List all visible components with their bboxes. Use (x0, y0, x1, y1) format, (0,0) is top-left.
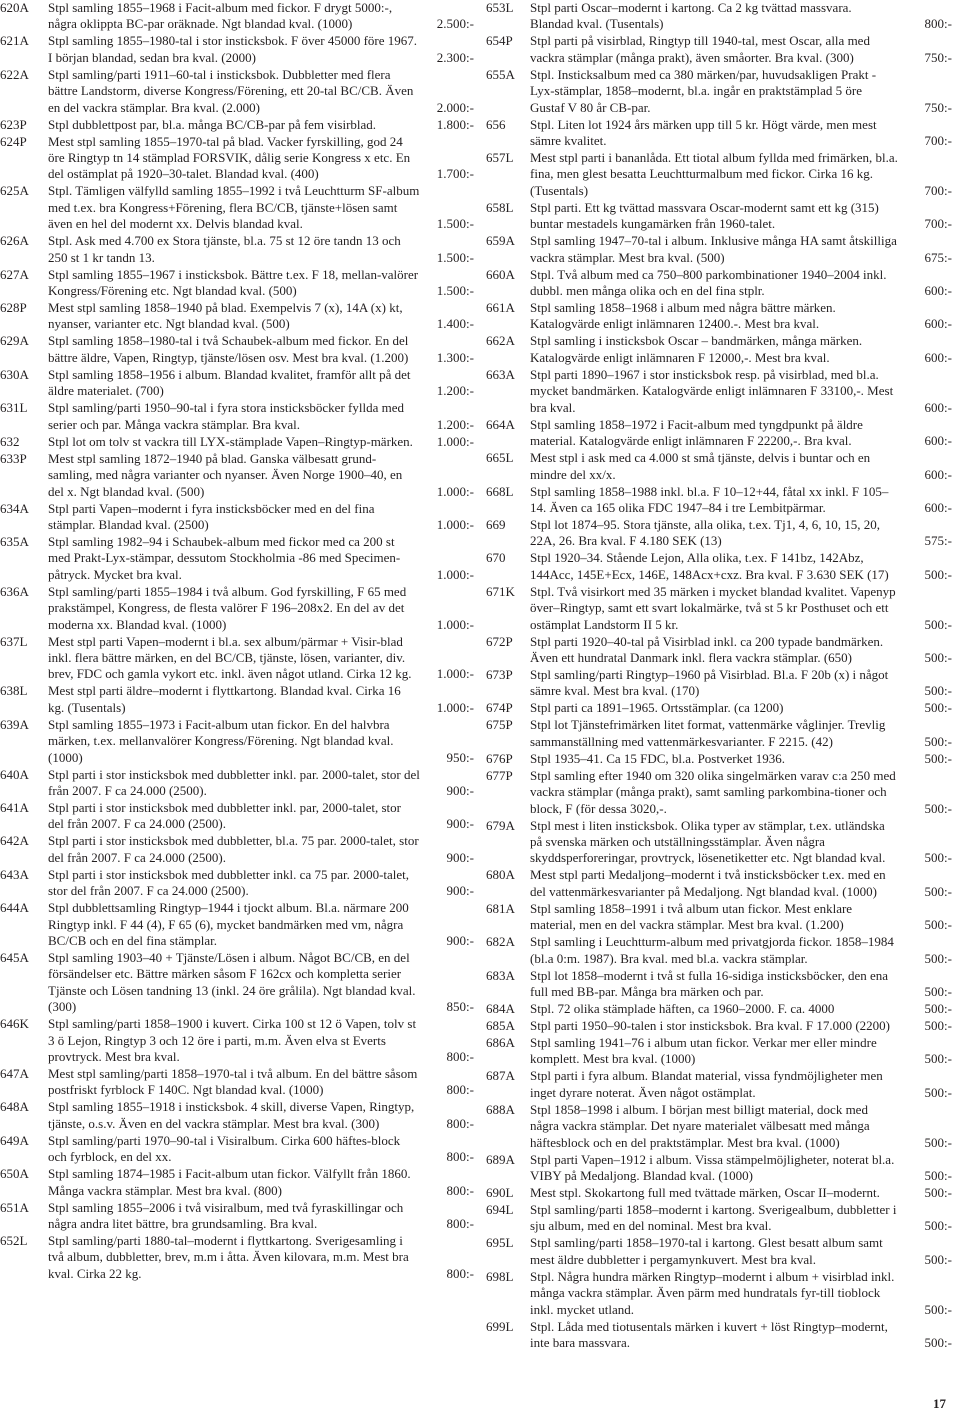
lot-description: Stpl parti i stor insticksbok med dubbletter inkl. par. 2000-talet, stor del från 2007. F ca 24.000 (2500). (48, 766, 420, 798)
lot-price: 2.500:- (436, 16, 474, 32)
lot-description: Stpl. Två album med ca 750–800 parkombinationer 1940–2004 inkl. dubbl. men många olika och en del fina stplr. (530, 266, 887, 299)
lot-description: Stpl. Två visirkort med 35 märken i mycket blandad kvalitet. Vapenyp över–Ringtyp, samt ett svart lokalmärke, två st 5 kr Posthuset och ett ostämplat Landstorm II 5 kr. (530, 583, 896, 632)
lot-number: 626A (0, 233, 29, 249)
lot-entry (0, 534, 474, 583)
lot-number: 622A (0, 66, 29, 82)
lot-number: 676P (486, 750, 513, 766)
lot-entry (486, 1035, 952, 1068)
lot-description: Stpl samling 1858–1972 i Facit-album med tyngdpunkt på äldre material. Katalogvärde enligt inlämnaren F 22200,-. Bra kval. (530, 416, 863, 449)
lot-price: 1.000:- (436, 566, 474, 582)
lot-entry (0, 584, 474, 633)
lot-number: 699L (486, 1318, 514, 1334)
lot-description: Stpl dubblettsamling Ringtyp–1944 i tjockt album. Bl.a. närmare 200 Ringtyp inkl. F 44 (4), F 65 (6), mycket bandmärken med vm, några BC/CB och en del fina stämplar. (48, 900, 409, 948)
lot-description: Stpl parti i stor insticksbok med dubbletter, bl.a. 75 par. 2000-talet, stor del från 2007. F ca 24.000 (2500). (48, 833, 419, 865)
lot-description: Mest stpl parti Medaljong–modernt i två insticksböcker t.ex. med en del vattenmärkesvarianter på Medaljong. Ngt blandad kval. (1000) (530, 867, 886, 899)
lot-entry (486, 450, 952, 483)
lot-number: 651A (0, 1199, 29, 1215)
lot-number: 625A (0, 183, 29, 199)
lot-number: 650A (0, 1166, 29, 1182)
lot-entry (0, 1200, 474, 1233)
lot-entry (0, 67, 474, 116)
lot-price: 500:- (924, 566, 952, 582)
lot-entry (486, 901, 952, 934)
lot-entry (0, 333, 474, 366)
lot-number: 698L (486, 1268, 514, 1284)
lot-entry (486, 517, 952, 550)
lot-price: 500:- (924, 1218, 952, 1234)
lot-entry (486, 751, 952, 767)
lot-entry (0, 267, 474, 300)
lot-price: 500:- (924, 700, 952, 716)
lot-price: 1.200:- (436, 383, 474, 399)
lot-number: 664A (486, 416, 515, 432)
lot-number: 638L (0, 683, 28, 699)
lot-price: 500:- (924, 1084, 952, 1100)
lot-number: 646K (0, 1016, 29, 1032)
lot-price: 500:- (924, 649, 952, 665)
lot-entry (486, 700, 952, 716)
lot-entry (486, 1152, 952, 1185)
lot-number: 673P (486, 666, 513, 682)
lot-number: 648A (0, 1099, 29, 1115)
lot-description: Stpl samling 1947–70-tal i album. Inklusive många HA samt åtskilliga vackra stämplar. Mest bra kval. (500) (530, 233, 897, 265)
lot-number: 640A (0, 766, 29, 782)
lot-description: Mest stpl parti äldre–modernt i flyttkartong. Blandad kval. Cirka 16 kg. (Tusentals) (48, 683, 401, 715)
lot-description: Mest stpl parti i bananlåda. Ett tiotal album fyllda med frimärken, bl.a. fina, men glest besatta Leuchtturmalbum med fickor. Cirka 16 kg. (Tusentals) (530, 150, 898, 198)
lot-entry (0, 1133, 474, 1166)
lot-price: 600:- (924, 399, 952, 415)
lot-entry (486, 233, 952, 266)
lot-description: Stpl samling 1855–1968 i Facit-album med fickor. F drygt 5000:-, några oklippta BC-par oräknade. Ngt blandad kval. (1000) (48, 0, 393, 32)
lot-entry (0, 233, 474, 266)
lot-description: Mest stpl i ask med ca 4.000 st små tjänste, delvis i buntar och en mindre del xx/x. (530, 450, 871, 482)
lot-entry (486, 867, 952, 900)
lot-description: Stpl. 72 olika stämplade häften, ca 1960–2000. F. ca. 4000 (530, 1001, 835, 1016)
lot-description: Stpl samling 1858–1991 i två album utan fickor. Mest enklare material, men en del vackra stämplar. Mest bra kval. (1.200) (530, 900, 853, 933)
lot-number: 688A (486, 1101, 515, 1117)
lot-price: 1.800:- (436, 116, 474, 132)
lot-description: Mest stpl. Skokartong full med tvättade märken, Oscar II–modernt. (530, 1185, 880, 1201)
lot-entry (0, 1016, 474, 1065)
lot-number: 674P (486, 700, 513, 716)
lot-description: Stpl samling 1855–2006 i två visiralbum, med två fyraskillingar och några andra litet bättre, bra grundsamling. Bra kval. (48, 1199, 404, 1232)
lot-number: 620A (0, 0, 29, 15)
lot-entry (486, 1018, 952, 1034)
lot-number: 623P (0, 116, 27, 132)
lot-description: Stpl samling i Leuchtturm-album med privatgjorda fickor. 1858–1984 (bl.a 0:m. 1987). Bra kval. med bl.a. vackra stämplar. (530, 934, 894, 966)
lot-description: Stpl samling 1855–1973 i Facit-album utan fickor. En del halvbra märken, t.ex. mellanvalörer Kongress/Förening. Ngt blandad kval. (1000) (48, 716, 394, 765)
lot-number: 658L (486, 199, 514, 215)
lot-entry (0, 634, 474, 683)
lot-price: 1.000:- (436, 616, 474, 632)
left-column (0, 0, 474, 1283)
lot-entry (0, 33, 474, 66)
lot-entry (486, 300, 952, 333)
lot-entry (0, 1066, 474, 1099)
lot-number: 660A (486, 266, 515, 282)
lot-entry (486, 367, 952, 416)
lot-price: 700:- (924, 216, 952, 232)
lot-price: 900:- (446, 816, 474, 832)
lot-entry (0, 833, 474, 866)
lot-entry (486, 1068, 952, 1101)
lot-number: 686A (486, 1035, 515, 1050)
lot-entry (0, 134, 474, 183)
lot-description: Stpl parti 1920–40-tal på Visirblad inkl. ca 200 typade bandmärken. Även ett hundratal Danmark inkl. flera vackra stämplar. (650) (530, 633, 884, 665)
lot-entry (0, 717, 474, 766)
lot-price: 1.300:- (436, 349, 474, 365)
lot-description: Stpl samling 1982–94 i Schaubek-album med fickor med ca 200 st med Prakt-Lyx-stämpar, dessutom Stockholmia -86 med Specimen-påtryck. Mycket bra kval. (48, 533, 401, 582)
lot-price: 800:- (446, 1216, 474, 1232)
lot-number: 630A (0, 366, 29, 382)
lot-price: 500:- (924, 733, 952, 749)
lot-price: 500:- (924, 1251, 952, 1267)
lot-price: 600:- (924, 283, 952, 299)
lot-number: 637L (0, 633, 28, 649)
lot-description: Mest stpl parti Vapen–modernt i bl.a. sex album/pärmar + Visir-blad inkl. flera bättre märken, en del BC/CB, tjänste, lösen, varianter, div. brev, FDC och gamla vykort etc. inkl. även något utland. Cirka 12 kg. (48, 633, 412, 682)
lot-price: 675:- (924, 249, 952, 265)
lot-price: 750:- (924, 49, 952, 65)
lot-entry (0, 434, 474, 450)
lot-description: Stpl 1858–1998 i album. I början mest billigt material, dock med några vackra stämplar. Det nyare materialet välbesatt med många häftesblock och en del praktstämplar. Mest bra kval. (1000) (530, 1101, 870, 1150)
lot-entry (486, 1319, 952, 1352)
lot-number: 672P (486, 633, 513, 649)
lot-price: 700:- (924, 182, 952, 198)
lot-price: 800:- (446, 1115, 474, 1131)
lot-price: 500:- (924, 1001, 952, 1016)
lot-number: 631L (0, 400, 28, 416)
lot-description: Stpl. Ask med 4.700 ex Stora tjänste, bl.a. 75 st 12 öre tandn 13 och 250 st 1 kr tandn 13. (48, 233, 401, 265)
lot-entry (486, 33, 952, 66)
lot-price: 600:- (924, 316, 952, 332)
lot-description: Stpl samling/parti 1970–90-tal i Visiralbum. Cirka 600 häftes-block och fyrblock, en del xx. (48, 1132, 401, 1165)
lot-description: Stpl lot 1874–95. Stora tjänste, alla olika, t.ex. Tj1, 4, 6, 10, 15, 20, 22A, 26. Bra kval. F 4.180 SEK (13) (530, 516, 881, 549)
lot-price: 1.000:- (436, 483, 474, 499)
right-column (486, 0, 952, 1352)
lot-description: Stpl mest i liten insticksbok. Olika typer av stämplar, t.ex. utländska på svenska märken och utställningsstämplar. Även några skyddsperforeringar, provtryck, lösenetiketter etc. Ngt blandad kval. (530, 817, 886, 866)
lot-entry (0, 1099, 474, 1132)
lot-description: Stpl parti. Ett kg tvättad massvara Oscar-modernt samt ett kg (315) buntar mestadels kungamärken från 1960-talet. (530, 199, 879, 232)
lot-description: Stpl samling/parti 1880-tal–modernt i flyttkartong. Sverigesamling i två album, dubbletter, brev, m.m i åtta. Även kilovara, m.m. Mest bra kval. Cirka 22 kg. (48, 1233, 409, 1281)
lot-entry (486, 584, 952, 633)
lot-price: 500:- (924, 1301, 952, 1317)
lot-number: 694L (486, 1202, 514, 1218)
lot-description: Stpl samling/parti 1858–1900 i kuvert. Cirka 100 st 12 ö Vapen, tolv st 3 ö Lejon, Ringtyp 3 och 12 öre i parti, m.m. Även elva st Everts provtryck. Mest bra kval. (48, 1016, 417, 1065)
lot-description: Stpl parti i stor insticksbok med dubbletter inkl. ca 75 par. 2000-talet, stor del från 2007. F ca 24.000 (2500). (48, 866, 410, 899)
lot-number: 670 (486, 550, 506, 566)
lot-price: 500:- (924, 1185, 952, 1201)
lot-price: 1.000:- (436, 699, 474, 715)
lot-number: 644A (0, 900, 29, 916)
lot-number: 656 (486, 116, 506, 132)
lot-price: 500:- (924, 883, 952, 899)
lot-entry (486, 550, 952, 583)
lot-number: 628P (0, 300, 27, 316)
lot-price: 1.700:- (436, 166, 474, 182)
lot-entry (486, 0, 952, 33)
lot-number: 647A (0, 1066, 29, 1082)
lot-price: 500:- (924, 1134, 952, 1150)
lot-price: 2.300:- (436, 49, 474, 65)
lot-description: Stpl samling 1874–1985 i Facit-album utan fickor. Välfyllt från 1860. Många vackra stämplar. Mest bra kval. (800) (48, 1166, 411, 1198)
lot-entry (486, 67, 952, 116)
lot-entry (0, 501, 474, 534)
lot-description: Stpl lot om tolv st vackra till LYX-stämplade Vapen–Ringtyp-märken. (48, 433, 413, 449)
lot-entry (486, 1269, 952, 1318)
lot-number: 684A (486, 1001, 515, 1016)
lot-price: 575:- (924, 533, 952, 549)
lot-price: 2.000:- (436, 99, 474, 115)
lot-price: 1.200:- (436, 416, 474, 432)
lot-number: 679A (486, 817, 515, 833)
lot-price: 900:- (446, 933, 474, 948)
lot-number: 621A (0, 33, 29, 49)
lot-entry (486, 417, 952, 450)
lot-description: Stpl parti Vapen–1912 i album. Vissa stämpelmöjligheter, noterat bl.a. VIBY på Medaljong. Blandad kval. (1000) (530, 1151, 895, 1184)
lot-description: Stpl samling/parti 1858–1970-tal i kartong. Glest besatt album samt mest äldre dubbletter i pergamynkuvert. Mest bra kval. (530, 1235, 883, 1267)
lot-description: Stpl parti ca 1891–1965. Ortsstämplar. (ca 1200) (530, 700, 784, 716)
lot-number: 680A (486, 867, 515, 883)
lot-description: Stpl samling/parti 1911–60-tal i insticksbok. Dubbletter med flera bättre Landstorm, diverse Kongress/Förening, ett 20-tal BC/CB. Även en del vackra stämplar. Bra kval. (2.000) (48, 66, 414, 115)
lot-number: 645A (0, 950, 29, 965)
lot-description: Stpl parti i fyra album. Blandat material, vissa fyndmöjligheter men inget dyrare noterat. Även något ostämplat. (530, 1068, 883, 1100)
lot-price: 600:- (924, 499, 952, 515)
lot-description: Stpl samling 1941–76 i album utan fickor. Verkar mer eller mindre komplett. Mest bra kval. (1000) (530, 1035, 877, 1067)
lot-price: 1.400:- (436, 316, 474, 332)
lot-price: 800:- (446, 1182, 474, 1198)
lot-number: 685A (486, 1018, 515, 1033)
lot-price: 1.500:- (436, 283, 474, 299)
lot-number: 681A (486, 900, 515, 916)
lot-number: 655A (486, 66, 515, 82)
lot-entry (0, 767, 474, 800)
lot-entry (486, 1202, 952, 1235)
lot-entry (486, 1001, 952, 1017)
lot-price: 700:- (924, 133, 952, 149)
lot-description: Stpl samling 1858–1988 inkl. bl.a. F 10–12+44, fåtal xx inkl. F 105–14. Även ca 165 olika FDC 1947–84 i tre Lembitpärmar. (530, 483, 889, 515)
lot-entry (0, 1166, 474, 1199)
lot-number: 687A (486, 1068, 515, 1084)
lot-number: 642A (0, 833, 29, 849)
lot-price: 800:- (446, 1049, 474, 1065)
lot-description: Stpl. Insticksalbum med ca 380 märken/par, huvudsakligen Prakt - Lyx-stämplar, 1858–modernt, bl.a. ingår en praktstämplad 5 öre Gustaf V 80 år CB-par. (530, 66, 877, 115)
lot-price: 500:- (924, 1335, 952, 1351)
lot-number: 632 (0, 433, 20, 449)
lot-entry (0, 0, 474, 33)
lot-number: 668L (486, 483, 514, 499)
lot-price: 600:- (924, 466, 952, 482)
lot-entry (0, 1233, 474, 1282)
lot-description: Stpl samling 1855–1980-tal i stor insticksbok. F över 45000 före 1967. I början blandad, sedan bra kval. (2000) (48, 33, 418, 65)
lot-price: 500:- (924, 950, 952, 966)
lot-description: Stpl parti i stor insticksbok med dubbletter inkl. par, 2000-talet, stor del från 2007. F ca 24.000 (2500). (48, 799, 401, 832)
lot-description: Stpl samling 1903–40 + Tjänste/Lösen i album. Något BC/CB, en del försändelser etc. Bättre märken såsom F 162cx och kompletta serier Tjänste och Lösen tandning 13 (inkl. 24 öre grålila). Ngt blandad kval. (300) (48, 950, 416, 1015)
lot-entry (486, 1102, 952, 1151)
lot-price: 850:- (446, 999, 474, 1015)
lot-price: 500:- (924, 1018, 952, 1033)
lot-description: Stpl 1935–41. Ca 15 FDC, bl.a. Postverket 1936. (530, 750, 785, 766)
lot-price: 900:- (446, 782, 474, 798)
lot-description: Stpl samling/parti 1858–modernt i kartong. Sverigealbum, dubbletter i sju album, med en del nominal. Mest bra kval. (530, 1202, 897, 1234)
lot-number: 636A (0, 583, 29, 599)
lot-description: Stpl parti Vapen–modernt i fyra insticksböcker med en del fina stämplar. Blandad kval. (2500) (48, 500, 375, 532)
lot-description: Stpl samling 1858–1968 i album med några bättre märken. Katalogvärde enligt inlämnaren 12400.-. Mest bra kval. (530, 300, 836, 332)
lot-description: Stpl lot Tjänstefrimärken litet format, vattenmärke våglinjer. Trevlig sammanställning med vattenmärkesvarianter. F 2215. (42) (530, 717, 886, 749)
lot-number: 635A (0, 533, 29, 549)
lot-number: 627A (0, 266, 29, 282)
lot-entry (486, 717, 952, 750)
lot-number: 675P (486, 717, 513, 733)
lot-description: Stpl samling 1855–1967 i insticksbok. Bättre t.ex. F 18, mellan-valörer Kongress/Förening etc. Ngt blandad kval. (500) (48, 266, 419, 299)
lot-entry (486, 200, 952, 233)
lot-price: 950:- (446, 749, 474, 765)
lot-number: 653L (486, 0, 514, 15)
lot-description: Stpl parti Oscar–modernt i kartong. Ca 2 kg tvättad massvara. Blandad kval. (Tusentals) (530, 0, 852, 32)
lot-number: 695L (486, 1235, 514, 1251)
lot-number: 682A (486, 934, 515, 950)
lot-entry (486, 818, 952, 867)
lot-number: 634A (0, 500, 29, 516)
lot-price: 500:- (924, 750, 952, 766)
lot-price: 1.500:- (436, 249, 474, 265)
lot-description: Stpl. Låda med tiotusentals märken i kuvert + löst Ringtyp–modernt, inte bara massvara. (530, 1318, 888, 1351)
lot-entry (0, 867, 474, 900)
lot-price: 800:- (924, 16, 952, 32)
lot-number: 649A (0, 1132, 29, 1148)
lot-description: Mest stpl samling 1855–1970-tal på blad. Vacker fyrskilling, god 24 öre Ringtyp tn 14 stämplad FORSVIK, dålig serie Kongress x etc. En del ostämplat på 1920–30-talet. Blandad kval. (400) (48, 133, 411, 182)
lot-description: Stpl parti på visirblad, Ringtyp till 1940-tal, mest Oscar, alla med vackra stämplar (många prakt), även småorter. Bra kval. (300) (530, 33, 870, 65)
lot-entry (0, 683, 474, 716)
lot-entry (486, 267, 952, 300)
lot-price: 800:- (446, 1082, 474, 1098)
lot-price: 900:- (446, 849, 474, 865)
lot-price: 500:- (924, 917, 952, 933)
page-number: 17 (933, 1395, 946, 1411)
lot-entry (486, 1185, 952, 1201)
lot-price: 500:- (924, 616, 952, 632)
lot-entry (0, 400, 474, 433)
lot-price: 600:- (924, 349, 952, 365)
lot-price: 1.500:- (436, 216, 474, 232)
lot-description: Mest stpl samling/parti 1858–1970-tal i två album. En del bättre såsom postfriskt fyrblock F 140C. Ngt blandad kval. (1000) (48, 1066, 418, 1098)
lot-description: Stpl lot 1858–modernt i två st fulla 16-sidiga insticksböcker, den ena full med BB-par. Många bra märken och par. (530, 967, 889, 999)
lot-price: 800:- (446, 1149, 474, 1165)
lot-description: Stpl. Liten lot 1924 års märken upp till 5 kr. Högt värde, men mest sämre kvalitet. (530, 116, 877, 149)
lot-entry (486, 634, 952, 667)
lot-price: 800:- (446, 1265, 474, 1281)
lot-number: 683A (486, 967, 515, 983)
lot-entry (0, 367, 474, 400)
lot-description: Stpl samling i insticksbok Oscar – bandmärken, många märken. Katalogvärde enligt inlämnaren F 12000,-. Mest bra kval. (530, 333, 863, 365)
lot-entry (486, 968, 952, 1001)
lot-price: 500:- (924, 984, 952, 999)
lot-number: 671K (486, 583, 515, 599)
lot-entry (486, 667, 952, 700)
lot-price: 500:- (924, 1168, 952, 1184)
lot-description: Stpl samling 1858–1980-tal i två Schaubek-album med fickor. En del bättre äldre, Vapen, Ringtyp, tjänste/lösen osv. Mest bra kval. (1.200) (48, 333, 409, 365)
lot-description: Stpl. Några hundra märken Ringtyp–modernt i album + visirblad inkl. många vackra stämplar. Även pärm med hundratals fyr-till tioblock inkl. mycket utland. (530, 1268, 895, 1317)
lot-price: 1.000:- (436, 516, 474, 532)
lot-entry (0, 950, 474, 1016)
lot-number: 652L (0, 1233, 28, 1249)
lot-description: Mest stpl samling 1872–1940 på blad. Ganska välbesatt grund-samling, med några varianter och nyanser. Även Norge 1900–40, en del x. Ngt blandad kval. (500) (48, 450, 403, 499)
lot-number: 624P (0, 133, 27, 149)
lot-number: 641A (0, 799, 29, 815)
lot-description: Stpl 1920–34. Stående Lejon, Alla olika, t.ex. F 141bz, 142Abz, 144Acc, 145E+Ecx, 146E, 148Acx+cxz. Bra kval. F 3.630 SEK (17) (530, 550, 889, 582)
lot-description: Stpl parti 1950–90-talen i stor insticksbok. Bra kval. F 17.000 (2200) (530, 1018, 890, 1033)
lot-description: Stpl parti 1890–1967 i stor insticksbok resp. på visirblad, med bl.a. mycket bandmärken. Katalogvärde enligt inlämnaren F 33100,-. Mest bra kval. (530, 366, 894, 415)
lot-entry (486, 934, 952, 967)
lot-description: Stpl. Tämligen välfylld samling 1855–1992 i två Leuchtturm SF-album med t.ex. bra Kongress+Förening, flera BC/CB, tjänste+lösen samt även en hel del modernt xx. Delvis blandad kval. (48, 183, 420, 232)
lot-description: Stpl samling/parti 1950–90-tal i fyra stora insticksböcker fyllda med serier och par. Många vackra stämplar. Bra kval. (48, 400, 404, 432)
lot-number: 663A (486, 366, 515, 382)
lot-entry (486, 768, 952, 817)
lot-number: 690L (486, 1185, 514, 1201)
lot-description: Stpl samling efter 1940 om 320 olika singelmärken varav c:a 250 med vackra stämplar (många prakt), samt samling parkombina-tioner och block, F (för dessa 3020,-. (530, 767, 896, 816)
lot-price: 500:- (924, 1051, 952, 1067)
lot-price: 500:- (924, 850, 952, 866)
lot-number: 629A (0, 333, 29, 349)
lot-number: 665L (486, 450, 514, 466)
lot-price: 1.000:- (436, 433, 474, 449)
lot-entry (0, 183, 474, 232)
lot-price: 750:- (924, 99, 952, 115)
lot-number: 639A (0, 716, 29, 732)
lot-description: Stpl samling/parti Ringtyp–1960 på Visirblad. Bl.a. F 20b (x) i något sämre kval. Mest bra kval. (170) (530, 666, 889, 699)
lot-entry (486, 117, 952, 150)
lot-price: 500:- (924, 683, 952, 699)
lot-number: 661A (486, 300, 515, 316)
lot-price: 1.000:- (436, 666, 474, 682)
lot-number: 654P (486, 33, 513, 49)
lot-number: 689A (486, 1151, 515, 1167)
lot-number: 662A (486, 333, 515, 349)
lot-description: Stpl samling/parti 1855–1984 i två album. God fyrskilling, F 65 med prakstämpel, Kongress, de flesta valörer F 196–208x2. En del av det moderna xx. Blandad kval. (1000) (48, 583, 407, 632)
lot-entry (0, 451, 474, 500)
lot-entry (0, 900, 474, 949)
lot-number: 643A (0, 866, 29, 882)
lot-description: Stpl samling 1858–1956 i album. Blandad kvalitet, framför allt på det äldre materialet. (700) (48, 366, 411, 399)
lot-price: 600:- (924, 433, 952, 449)
lot-number: 633P (0, 450, 27, 466)
lot-description: Stpl samling 1855–1918 i insticksbok. 4 skill, diverse Vapen, Ringtyp, tjänste, o.s.v. Även en del vackra stämplar. Mest bra kval. (300) (48, 1099, 415, 1131)
lot-entry (486, 484, 952, 517)
lot-price: 500:- (924, 800, 952, 816)
lot-number: 677P (486, 767, 513, 783)
lot-entry (486, 333, 952, 366)
lot-number: 669 (486, 516, 506, 532)
lot-description: Stpl dubblettpost par, bl.a. många BC/CB-par på fem visirblad. (48, 116, 377, 132)
lot-price: 900:- (446, 883, 474, 899)
lot-entry (486, 1235, 952, 1268)
lot-entry (0, 800, 474, 833)
lot-description: Mest stpl samling 1858–1940 på blad. Exempelvis 7 (x), 14A (x) kt, nyanser, varianter etc. Ngt blandad kval. (500) (48, 300, 403, 332)
lot-entry (0, 117, 474, 133)
lot-number: 659A (486, 233, 515, 249)
lot-number: 657L (486, 150, 514, 166)
lot-entry (0, 300, 474, 333)
lot-entry (486, 150, 952, 199)
